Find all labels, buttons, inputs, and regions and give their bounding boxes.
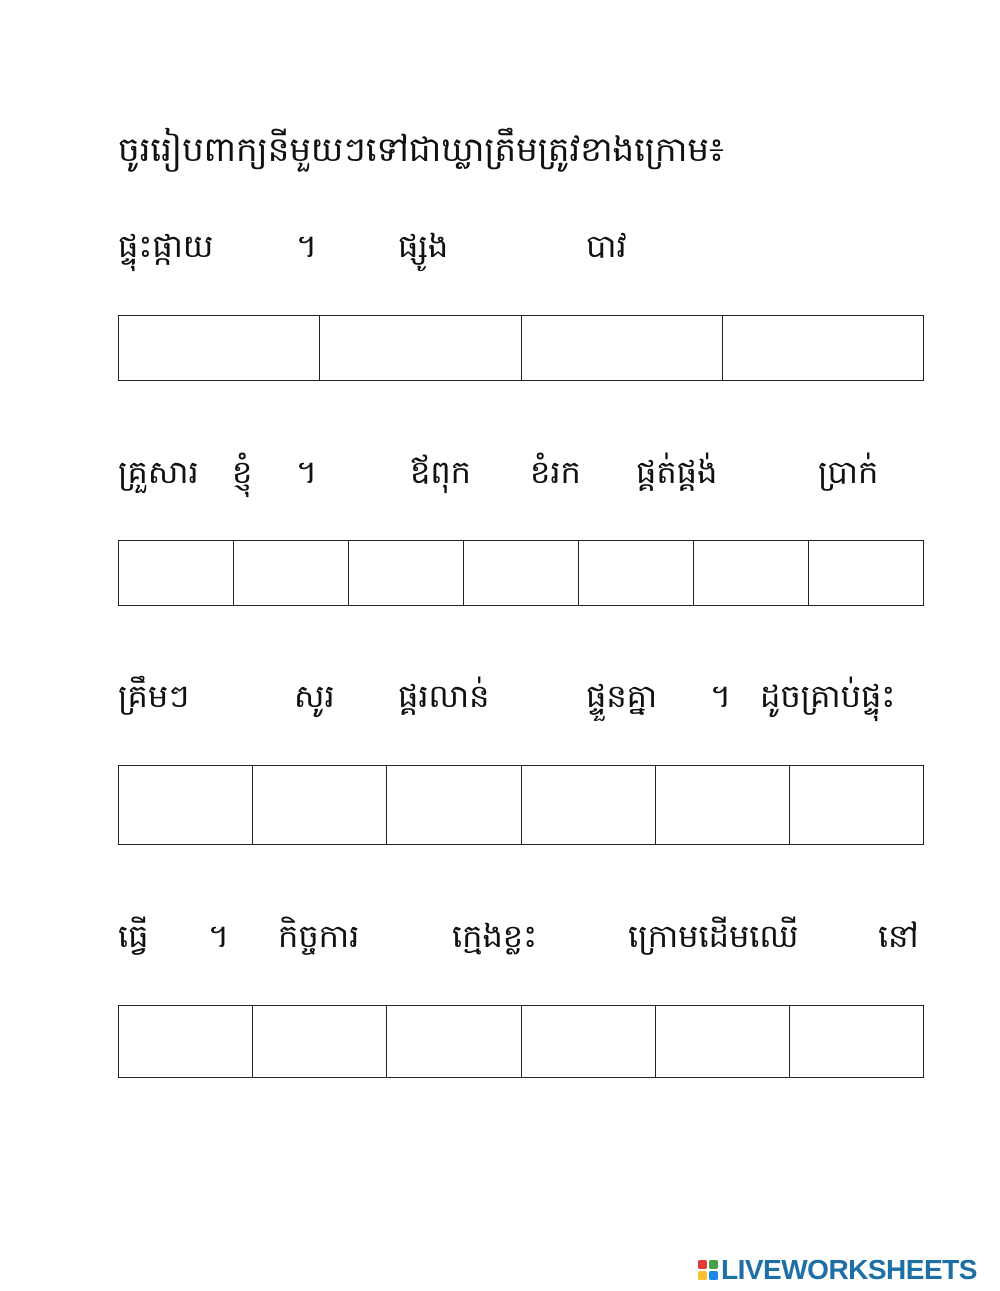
answer-box[interactable]: [119, 541, 234, 605]
answer-box-row: [118, 765, 924, 845]
instruction-text: ចូររៀបពាក្យនីមួយៗទៅជាឃ្លាត្រឹមត្រូវខាងក្រោម៖: [118, 130, 724, 170]
answer-box[interactable]: [790, 1006, 923, 1077]
answer-box[interactable]: [253, 1006, 387, 1077]
logo-block: [698, 1271, 707, 1280]
word-chip: ធ្វើ: [118, 917, 149, 955]
answer-box[interactable]: [387, 1006, 521, 1077]
answer-box[interactable]: [349, 541, 464, 605]
brand-blocks-icon: [698, 1260, 718, 1280]
answer-box-row: [118, 315, 924, 381]
answer-box[interactable]: [723, 316, 923, 380]
word-chip: ក្រោមដើមឈើ: [628, 917, 799, 955]
answer-box[interactable]: [790, 766, 923, 844]
answer-box[interactable]: [387, 766, 521, 844]
answer-box[interactable]: [694, 541, 809, 605]
answer-box-row: [118, 540, 924, 606]
word-chip: ប្រាក់: [818, 453, 879, 491]
word-chip: ផ្ទុះផ្កាយ: [118, 227, 214, 265]
liveworksheets-logo[interactable]: [698, 1256, 977, 1284]
answer-box[interactable]: [656, 766, 790, 844]
word-chip: ផ្គត់ផ្គង់: [636, 453, 718, 491]
brand-name: LIVEWORKSHEETS: [721, 1254, 977, 1285]
answer-box[interactable]: [119, 316, 320, 380]
word-chip: ផ្គរលាន់: [398, 677, 490, 715]
logo-block: [709, 1260, 718, 1269]
answer-box-row: [118, 1005, 924, 1078]
answer-box[interactable]: [320, 316, 521, 380]
logo-block: [698, 1260, 707, 1269]
word-chip: គ្រួសារ: [118, 453, 199, 491]
word-chip: ។: [208, 917, 230, 955]
word-chip: ដូចគ្រាប់ផ្ទុះ: [760, 677, 896, 715]
word-chip: នៅ: [878, 917, 919, 955]
answer-box[interactable]: [464, 541, 579, 605]
word-chip: សូរ: [294, 677, 335, 715]
word-chip: ក្មេងខ្លះ: [452, 917, 538, 955]
answer-box[interactable]: [522, 316, 723, 380]
answer-box[interactable]: [579, 541, 694, 605]
word-chip: ផ្សូង: [398, 227, 449, 265]
answer-box[interactable]: [119, 1006, 253, 1077]
word-chip: គ្រឹមៗ: [118, 677, 190, 715]
answer-box[interactable]: [522, 766, 656, 844]
word-chip: កិច្ចការ: [278, 917, 360, 955]
answer-box[interactable]: [119, 766, 253, 844]
word-chip: បាវ: [586, 227, 627, 265]
word-chip: ផ្ទួនគ្នា: [586, 677, 658, 715]
word-chip: ខំរក: [530, 453, 581, 491]
answer-box[interactable]: [809, 541, 923, 605]
answer-box[interactable]: [522, 1006, 656, 1077]
word-chip: ។: [710, 677, 732, 715]
word-chip: ខ្ញុំ: [232, 453, 253, 491]
answer-box[interactable]: [253, 766, 387, 844]
word-chip: ឪពុក: [410, 453, 471, 491]
word-chip: ។: [296, 227, 318, 265]
answer-box[interactable]: [234, 541, 349, 605]
logo-block: [709, 1271, 718, 1280]
word-chip: ។: [296, 453, 318, 491]
answer-box[interactable]: [656, 1006, 790, 1077]
